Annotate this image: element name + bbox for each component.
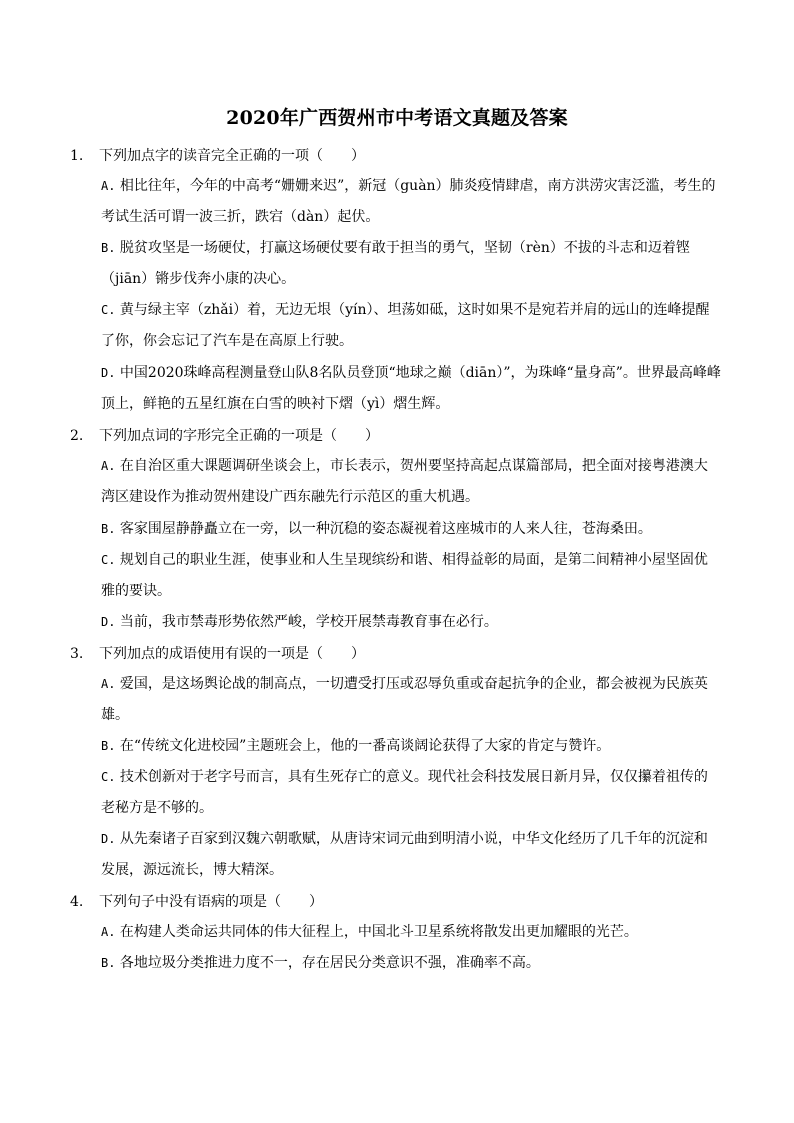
question-stem: 下列加点的成语使用有误的一项是（ ） <box>99 646 365 662</box>
option-text: 在“传统文化进校园”主题班会上，他的一番高谈阔论获得了大家的肯定与赞许。 <box>119 738 611 754</box>
question-1 <box>70 146 365 166</box>
option-text: 客家围屋静静矗立在一旁，以一种沉稳的姿态凝视着这座城市的人来人往，苍海桑田。 <box>119 521 652 537</box>
option-letter: B. <box>101 522 116 536</box>
question-3 <box>70 644 365 664</box>
question-4-option-b <box>101 948 721 979</box>
option-letter: C. <box>101 553 116 567</box>
option-text: 规划自己的职业生涯，使事业和人生呈现缤纷和谐、相得益彰的局面，是第二间精神小屋坚固优雅的要诀。 <box>101 552 708 599</box>
question-1-option-d <box>101 358 721 420</box>
question-stem: 下列句子中没有语病的项是（ ） <box>99 894 323 910</box>
option-letter: D. <box>101 832 116 846</box>
question-3-option-c <box>101 762 721 824</box>
question-3-option-d <box>101 824 721 886</box>
option-letter: A. <box>101 459 116 473</box>
question-3-option-a <box>101 669 721 731</box>
option-text: 相比往年，今年的中高考“姗姗来迟”，新冠（guàn）肺炎疫情肆虐，南方洪涝灾害泛滥，考生的考试生活可谓一波三折，跌宕（dàn）起伏。 <box>101 178 716 225</box>
question-2-option-c <box>101 545 721 607</box>
question-2-option-d <box>101 607 721 638</box>
option-letter: C. <box>101 770 116 784</box>
question-2 <box>70 426 379 446</box>
option-text: 爱国，是这场舆论战的制高点，一切遭受打压或忍辱负重或奋起抗争的企业，都会被视为民族英雄。 <box>101 676 708 723</box>
option-text: 在自治区重大课题调研坐谈会上，市长表示，贺州要坚持高起点谋篇部局，把全面对接粤港澳大湾区建设作为推动贺州建设广西东融先行示范区的重大机遇。 <box>101 458 708 505</box>
question-1-option-a <box>101 171 721 233</box>
option-letter: B. <box>101 739 116 753</box>
option-text: 中国2020珠峰高程测量登山队8名队员登顶“地球之巅（diān）”，为珠峰“量身高”。世界最高峰峰顶上，鲜艳的五星红旗在白雪的映衬下熠（yì）熠生辉。 <box>101 365 721 412</box>
question-4-option-a <box>101 917 721 948</box>
option-letter: D. <box>101 366 116 380</box>
question-stem: 下列加点字的读音完全正确的一项（ ） <box>99 148 365 164</box>
option-letter: C. <box>101 303 116 317</box>
option-text: 黄与绿主宰（zhǎi）着，无边无垠（yín）、坦荡如砥，这时如果不是宛若并肩的远山的连峰提醒了你，你会忘记了汽车是在高原上行驶。 <box>101 302 710 349</box>
option-text: 脱贫攻坚是一场硬仗，打赢这场硬仗要有敢于担当的勇气，坚韧（rèn）不拔的斗志和迈着铿（jiān）锵步伐奔小康的决心。 <box>101 240 690 287</box>
question-number: 2. <box>70 428 84 444</box>
page-title: 2020年广西贺州市中考语文真题及答案 <box>226 107 568 129</box>
option-text: 当前，我市禁毒形势依然严峻，学校开展禁毒教育事在必行。 <box>119 614 498 630</box>
question-stem: 下列加点词的字形完全正确的一项是（ ） <box>99 428 379 444</box>
option-text: 技术创新对于老字号而言，具有生死存亡的意义。现代社会科技发展日新月异，仅仅攥着祖传的老秘方是不够的。 <box>101 769 708 816</box>
option-letter: A. <box>101 179 116 193</box>
question-1-option-c <box>101 295 721 357</box>
option-letter: B. <box>101 956 116 970</box>
option-letter: A. <box>101 925 116 939</box>
question-number: 3. <box>70 646 84 662</box>
option-text: 在构建人类命运共同体的伟大征程上，中国北斗卫星系统将散发出更加耀眼的光芒。 <box>119 924 638 940</box>
question-2-option-b <box>101 514 721 545</box>
question-number: 1. <box>70 148 84 164</box>
option-text: 各地垃圾分类推进力度不一，存在居民分类意识不强，准确率不高。 <box>119 955 540 971</box>
question-4 <box>70 892 323 912</box>
question-3-option-b <box>101 731 721 762</box>
question-1-option-b <box>101 233 721 295</box>
question-2-option-a <box>101 451 721 513</box>
question-number: 4. <box>70 894 84 910</box>
option-letter: D. <box>101 615 116 629</box>
option-letter: A. <box>101 677 116 691</box>
option-letter: B. <box>101 241 116 255</box>
option-text: 从先秦诸子百家到汉魏六朝歌赋，从唐诗宋词元曲到明清小说，中华文化经历了几千年的沉淀和发展，源远流长，博大精深。 <box>101 831 708 878</box>
